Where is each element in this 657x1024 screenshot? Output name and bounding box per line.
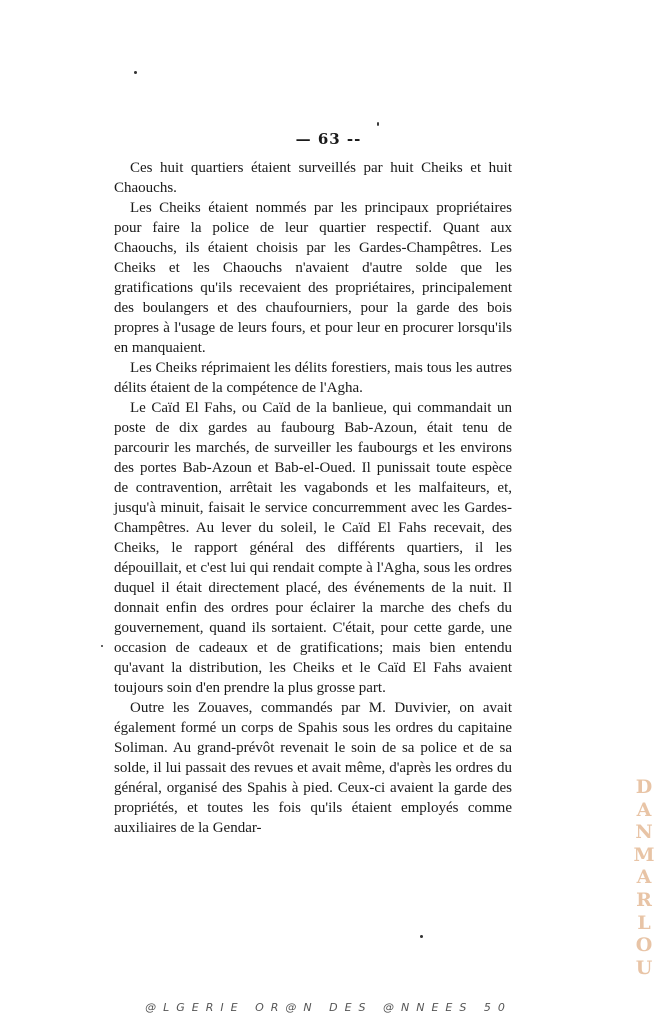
- watermark-letter: R: [636, 888, 652, 911]
- ink-speck: [420, 935, 423, 938]
- watermark-letter: U: [635, 956, 653, 979]
- page-number: — 63 --: [295, 130, 362, 148]
- body-text: [114, 158, 512, 838]
- paragraph: Les Cheiks étaient nommés par les principaux propriétaires pour faire la police de leur quartier respectif. Quant aux Chaouchs, ils étaient choisis par les Gardes-Champêtres. Les Cheiks et les Chaouchs n'avaient d'autre solde que les gratifications qu'ils recevaient des propriétaires, principalement des boulangers et des chaufourniers, pour la garde des bois propres à l'usage de leurs fours, et pour leur en procurer lorsqu'ils en manquaient.: [114, 200, 512, 356]
- watermark-letter: D: [635, 776, 653, 798]
- watermark-letter: N: [635, 821, 653, 844]
- watermark-letter: A: [636, 866, 652, 889]
- footer-watermark: @LGERIE OR@N DES @NNEES 50: [145, 1001, 512, 1014]
- ink-speck: [101, 645, 103, 647]
- paragraph: Les Cheiks réprimaient les délits forestiers, mais tous les autres délits étaient de la compétence de l'Agha.: [114, 360, 512, 396]
- watermark-letter: L: [637, 911, 651, 934]
- paragraph: Le Caïd El Fahs, ou Caïd de la banlieue, qui commandait un poste de dix gardes au faubourg Bab-Azoun, était tenu de parcourir les marchés, de surveiller les faubourgs et les environs des portes Bab-Azoun et Bab-el-Oued. Il punissait toute espèce de contravention, arrêtait les vagabonds et les malfaiteurs, et, jusqu'à minuit, faisait le service concurremment avec les Gardes-Champêtres. Au lever du soleil, le Caïd El Fahs recevait, des Cheiks, le rapport général des différents quartiers, il les dépouillait, et c'est lui qui rendait compte à l'Agha, sous les ordres duquel il était directement placé, des événements de la nuit. Il donnait enfin des ordres pour éclairer la marche des chefs du gouvernement, quand ils sortaient. C'était, pour cette garde, une occasion de cadeaux et de gratifications; mais bien entendu qu'avant la distribution, les Cheiks et le Caïd El Fahs avaient toujours soin d'en prendre la plus grosse part.: [114, 400, 512, 696]
- ink-speck: [377, 122, 379, 126]
- watermark-letter: M: [633, 843, 655, 866]
- side-watermark: [632, 776, 656, 979]
- ink-speck: [134, 71, 137, 74]
- watermark-letter: A: [636, 798, 652, 821]
- paragraph: Outre les Zouaves, commandés par M. Duvivier, on avait également formé un corps de Spahis sous les ordres du capitaine Soliman. Au grand-prévôt revenait le soin de sa police et de sa solde, il lui passait des revues et avait même, d'après les ordres du général, organisé des Spahis à pied. Ceux-ci avaient la garde des propriétés, et toutes les fois qu'ils étaient employés comme auxiliaires de la Gendar-: [114, 700, 512, 836]
- paragraph: Ces huit quartiers étaient surveillés par huit Cheiks et huit Chaouchs.: [114, 160, 512, 196]
- watermark-letter: O: [635, 934, 653, 957]
